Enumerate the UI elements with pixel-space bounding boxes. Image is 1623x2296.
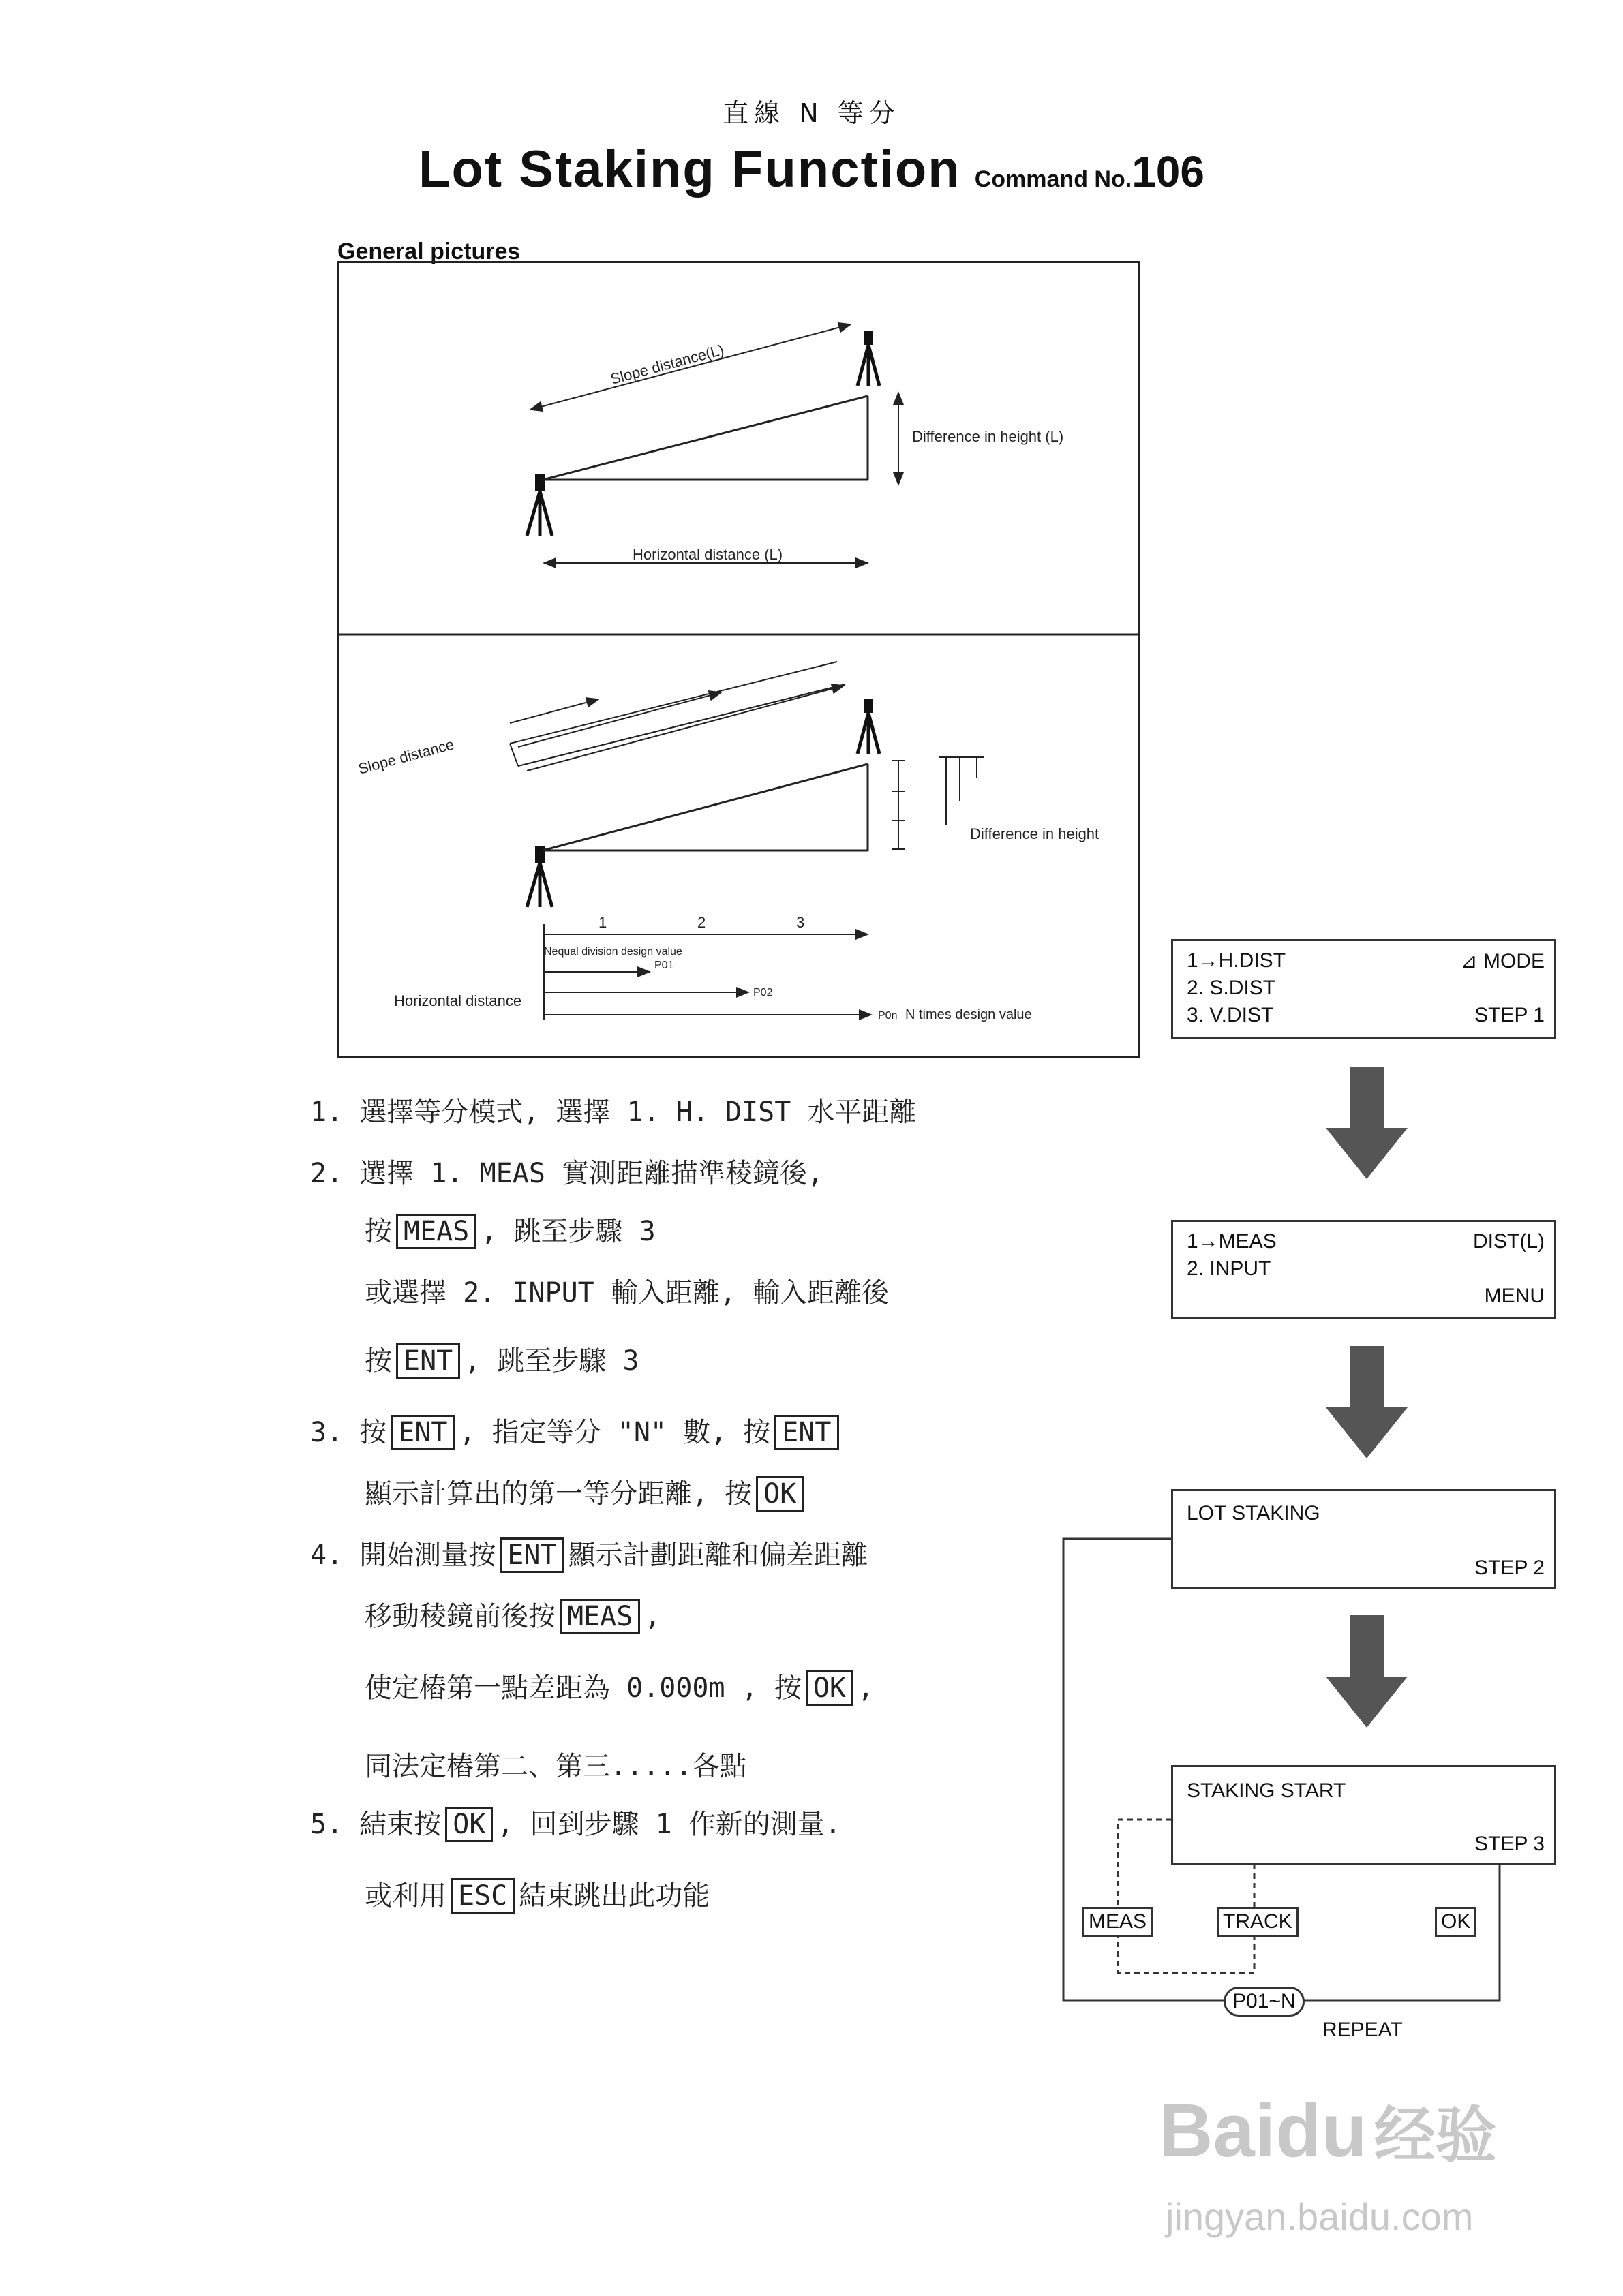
bottom-slope-text: Slope distance [356,735,456,778]
meas-key: MEAS [560,1599,640,1634]
screen3-step: STEP 2 [1474,1557,1545,1579]
step-4-post: 顯示計劃距離和偏差距離 [568,1540,868,1571]
step-2a [365,1210,656,1249]
page-subtitle: 直線 N 等分 [723,98,900,128]
slope-line [543,764,868,851]
title-text: Lot Staking Function [419,140,961,198]
figure-label: General pictures [337,239,521,264]
step-5b-pre: 或利用 [365,1880,446,1912]
step-4b [365,1595,661,1634]
p01-n-label: P01~N [1224,1987,1305,2017]
instrument-tripod-icon [527,474,552,536]
page-title [0,140,1623,199]
general-pictures-figure [337,261,1140,1058]
top-height-text: Difference in height (L) [912,428,1064,445]
step-5b [365,1874,710,1914]
esc-key: ESC [451,1878,515,1914]
screen3-line1: LOT STAKING [1187,1502,1320,1525]
down-arrow-icon [1322,1067,1411,1182]
lcd-screen-menu [1171,1220,1556,1319]
baidu-logo [1159,2085,1497,2174]
step-5b-post: 結束跳出此功能 [519,1880,710,1912]
screen2-line1: 1→MEAS [1187,1230,1277,1253]
tick-2: 2 [697,914,706,931]
lcd-screen-step1 [1171,939,1556,1039]
tick-3: 3 [796,914,805,931]
step-2: 2. 選擇 1. MEAS 實測距離描準稜鏡後, [310,1158,824,1189]
track-button[interactable]: TRACK [1217,1907,1299,1937]
screen1-step: STEP 1 [1474,1004,1545,1026]
step-3-pre: 3. 按 [310,1417,387,1448]
ntimes-text: N times design value [905,1007,1032,1022]
step-3b [365,1472,808,1512]
step-5-pre: 5. 結束按 [310,1809,442,1840]
slope-bar [510,662,845,766]
ent-key: ENT [391,1415,455,1450]
command-label: Command No. [974,166,1132,192]
top-slope-text: Slope distance(L) [608,341,726,388]
slope-line [543,396,868,480]
p01-text: P01 [654,960,674,971]
watermark-brand-cn: 经验 [1374,2102,1497,2170]
step-3-mid: , 指定等分 "N" 數, 按 [459,1417,771,1448]
screen4-line1: STAKING START [1187,1779,1346,1802]
bottom-height-text: Difference in height [970,825,1099,842]
screen2-menu: MENU [1484,1285,1545,1307]
ent-key: ENT [396,1343,460,1379]
screen4-step: STEP 3 [1474,1833,1545,1855]
command-number: 106 [1132,147,1204,196]
step-4d: 同法定樁第二、第三.....各點 [365,1751,747,1782]
down-arrow-icon [1322,1346,1411,1462]
screen1-line2: 2. S.DIST [1187,977,1276,999]
watermark-brand-b: du [1275,2089,1367,2173]
repeat-label: REPEAT [1322,2019,1403,2041]
top-panel [527,324,1063,563]
step-2c-pre: 按 [365,1345,392,1377]
step-3b-pre: 顯示計算出的第一等分距離, 按 [365,1478,753,1510]
step-4-pre: 4. 開始測量按 [310,1540,496,1571]
figure-svg [339,263,1138,1056]
ok-key: OK [806,1670,853,1706]
step-4c-pre: 使定樁第一點差距為 0.000m , 按 [365,1672,802,1704]
step-4 [310,1533,868,1573]
meas-key: MEAS [396,1214,476,1249]
screen2-dist: DIST(L) [1473,1230,1545,1253]
watermark-url: jingyan.baidu.com [1166,2195,1474,2238]
prism-tripod-icon [858,331,879,386]
flow-connectors [1050,1520,1568,2065]
step-4c [365,1666,874,1706]
bottom-horizontal-text: Horizontal distance [394,992,522,1009]
p0n-text: P0n [878,1010,898,1022]
bottom-panel [357,662,1099,1022]
step-4c-post: , [858,1672,875,1704]
meas-button[interactable]: MEAS [1082,1907,1153,1937]
ent-key: ENT [774,1415,838,1450]
screen2-line2: 2. INPUT [1187,1257,1271,1280]
watermark-brand-a: Bai [1159,2089,1276,2173]
step-5 [310,1803,841,1842]
screen1-line3: 3. V.DIST [1187,1004,1274,1026]
prism-tripod-icon [858,699,879,754]
design-value-text: Nequal division design value [544,946,682,958]
ok-key: OK [445,1807,493,1842]
slope-seg-arrow-2 [518,692,721,747]
screen1-mode: ⊿ MODE [1460,950,1545,973]
step-4b-post: , [644,1601,661,1632]
ok-button[interactable]: OK [1435,1907,1476,1937]
p02-text: P02 [753,987,773,998]
ok-key: OK [756,1476,804,1512]
ent-key: ENT [500,1537,564,1573]
instrument-tripod-icon [527,846,552,907]
step-3 [310,1411,843,1450]
slope-arrow [530,324,851,410]
tick-1: 1 [598,914,607,931]
step-1: 1. 選擇等分模式, 選擇 1. H. DIST 水平距離 [310,1097,917,1128]
slope-seg-arrow-3 [527,686,844,771]
step-2a-post: , 跳至步驟 3 [481,1216,656,1247]
step-2a-pre: 按 [365,1216,392,1247]
step-2b: 或選擇 2. INPUT 輸入距離, 輸入距離後 [365,1277,889,1308]
step-5-post: , 回到步驟 1 作新的測量. [497,1809,841,1840]
top-horizontal-text: Horizontal distance (L) [633,546,783,563]
step-2c [365,1339,639,1379]
slope-seg-arrow-1 [510,699,598,723]
step-4b-pre: 移動稜鏡前後按 [365,1601,556,1632]
screen1-line1: 1→H.DIST [1187,949,1286,972]
step-2c-post: , 跳至步驟 3 [464,1345,639,1377]
